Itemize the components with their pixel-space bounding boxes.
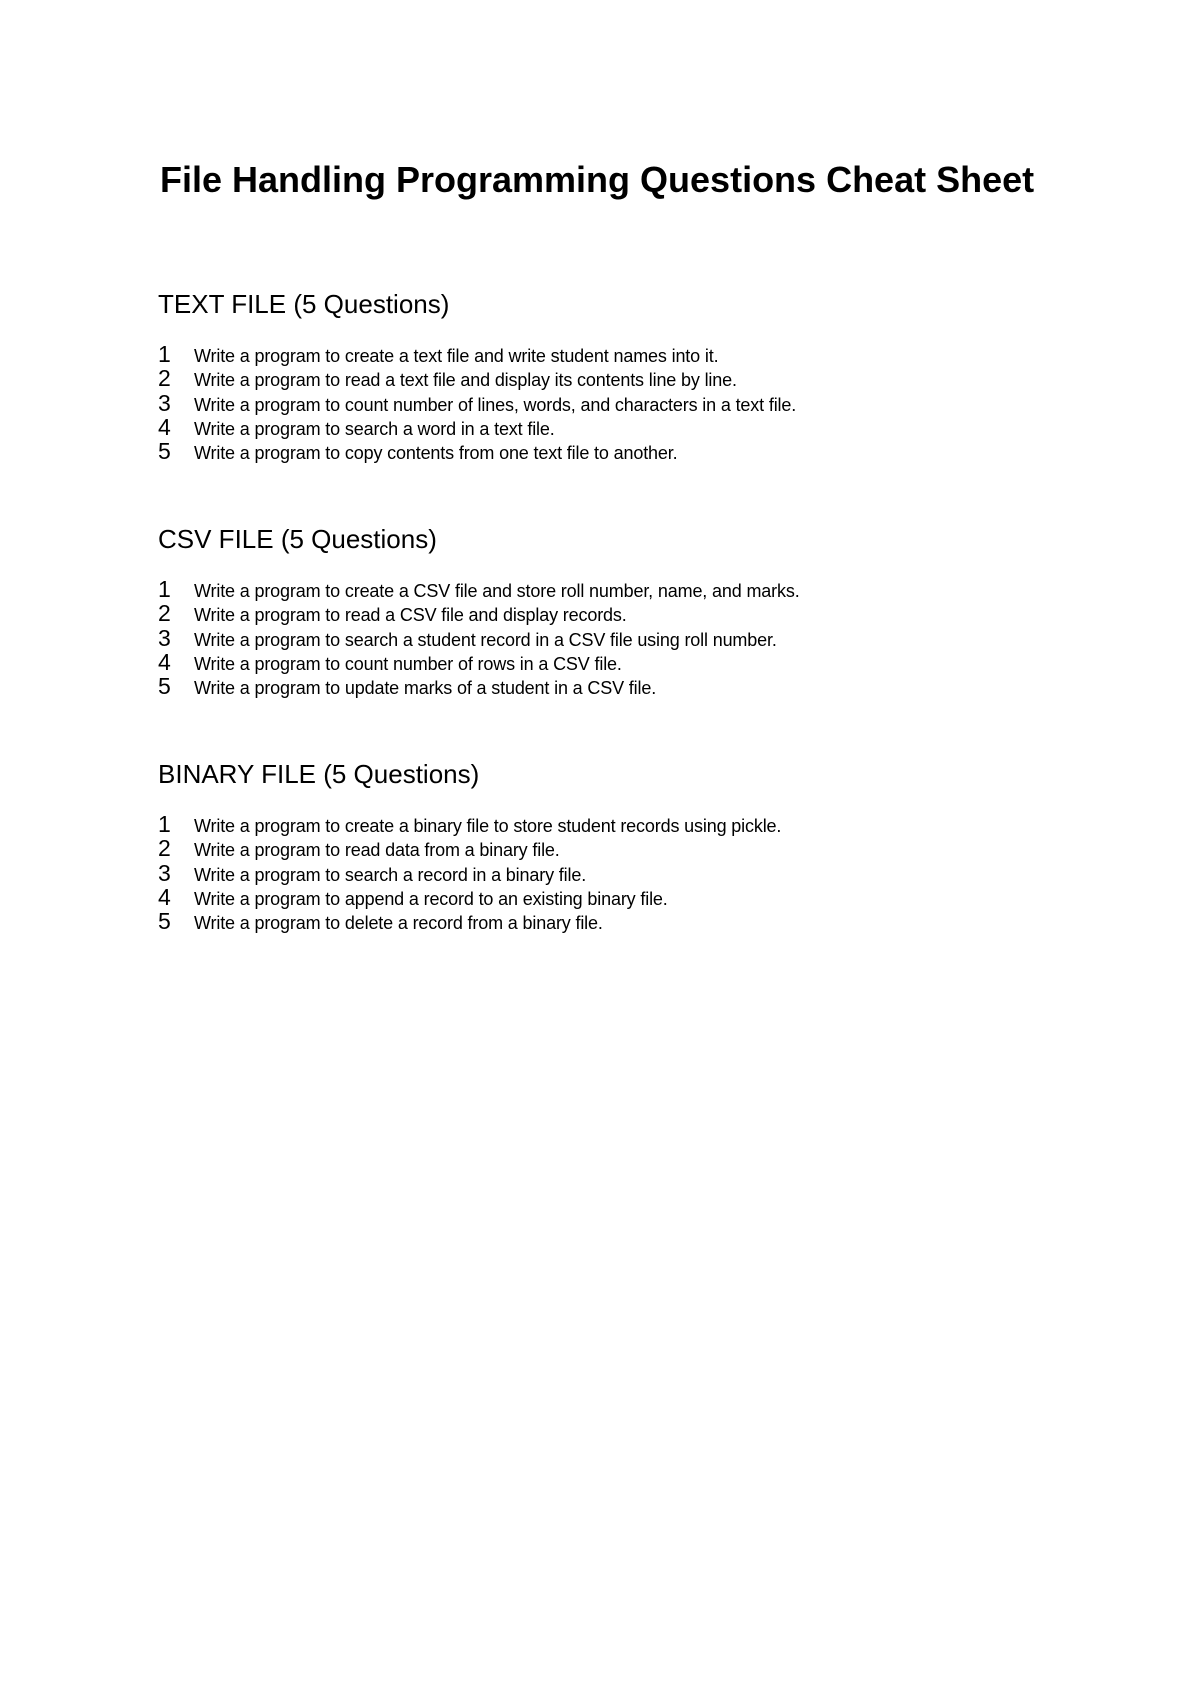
list-item <box>158 650 1118 674</box>
question-number: 3 <box>158 624 171 651</box>
section-text-file <box>158 286 1118 463</box>
section-binary-file <box>158 756 1118 933</box>
question-text: Write a program to create a CSV file and store roll number, name, and marks. <box>194 581 800 601</box>
question-text: Write a program to count number of lines, words, and characters in a text file. <box>194 394 797 415</box>
list-item <box>158 415 1118 439</box>
page-title: File Handling Programming Questions Cheat Sheet <box>160 159 1035 200</box>
question-number: 3 <box>158 859 171 886</box>
question-text: Write a program to count number of rows in a CSV file. <box>194 653 622 674</box>
question-list <box>158 812 1118 933</box>
question-number: 1 <box>158 811 171 837</box>
question-text: Write a program to append a record to an existing binary file. <box>194 888 668 909</box>
question-text: Write a program to read a CSV file and display records. <box>194 605 627 626</box>
list-item <box>158 439 1118 463</box>
question-text: Write a program to search a record in a binary file. <box>194 864 587 885</box>
question-number: 3 <box>158 389 171 416</box>
question-text: Write a program to update marks of a student in a CSV file. <box>194 678 657 699</box>
question-number: 2 <box>158 835 171 862</box>
question-number: 5 <box>158 908 171 935</box>
question-number: 4 <box>158 883 171 910</box>
list-item <box>158 626 1118 650</box>
question-number: 2 <box>158 365 171 392</box>
list-item <box>158 674 1118 698</box>
question-text: Write a program to search a student record in a CSV file using roll number. <box>194 629 777 650</box>
list-item <box>158 342 1118 366</box>
list-item <box>158 861 1118 885</box>
question-list <box>158 577 1118 698</box>
list-item <box>158 577 1118 601</box>
list-item <box>158 391 1118 415</box>
question-number: 5 <box>158 673 171 700</box>
section-heading: TEXT FILE (5 Questions) <box>158 289 450 319</box>
list-item <box>158 812 1118 836</box>
question-text: Write a program to create a text file and write student names into it. <box>194 346 719 366</box>
question-text: Write a program to copy contents from one text file to another. <box>194 443 678 464</box>
list-item <box>158 909 1118 933</box>
question-number: 5 <box>158 438 171 465</box>
list-item <box>158 885 1118 909</box>
section-heading: BINARY FILE (5 Questions) <box>158 759 480 789</box>
question-number: 4 <box>158 648 171 675</box>
section-csv-file <box>158 521 1118 698</box>
question-text: Write a program to delete a record from a binary file. <box>194 913 603 934</box>
question-number: 4 <box>158 413 171 440</box>
list-item <box>158 366 1118 390</box>
question-text: Write a program to read data from a binary file. <box>194 840 560 861</box>
question-number: 1 <box>158 341 171 367</box>
section-heading: CSV FILE (5 Questions) <box>158 524 437 554</box>
question-list <box>158 342 1118 463</box>
question-text: Write a program to read a text file and display its contents line by line. <box>194 370 737 391</box>
question-text: Write a program to create a binary file to store student records using pickle. <box>194 816 782 836</box>
question-number: 2 <box>158 600 171 627</box>
list-item <box>158 601 1118 625</box>
list-item <box>158 836 1118 860</box>
question-number: 1 <box>158 576 171 602</box>
question-text: Write a program to search a word in a text file. <box>194 418 555 439</box>
